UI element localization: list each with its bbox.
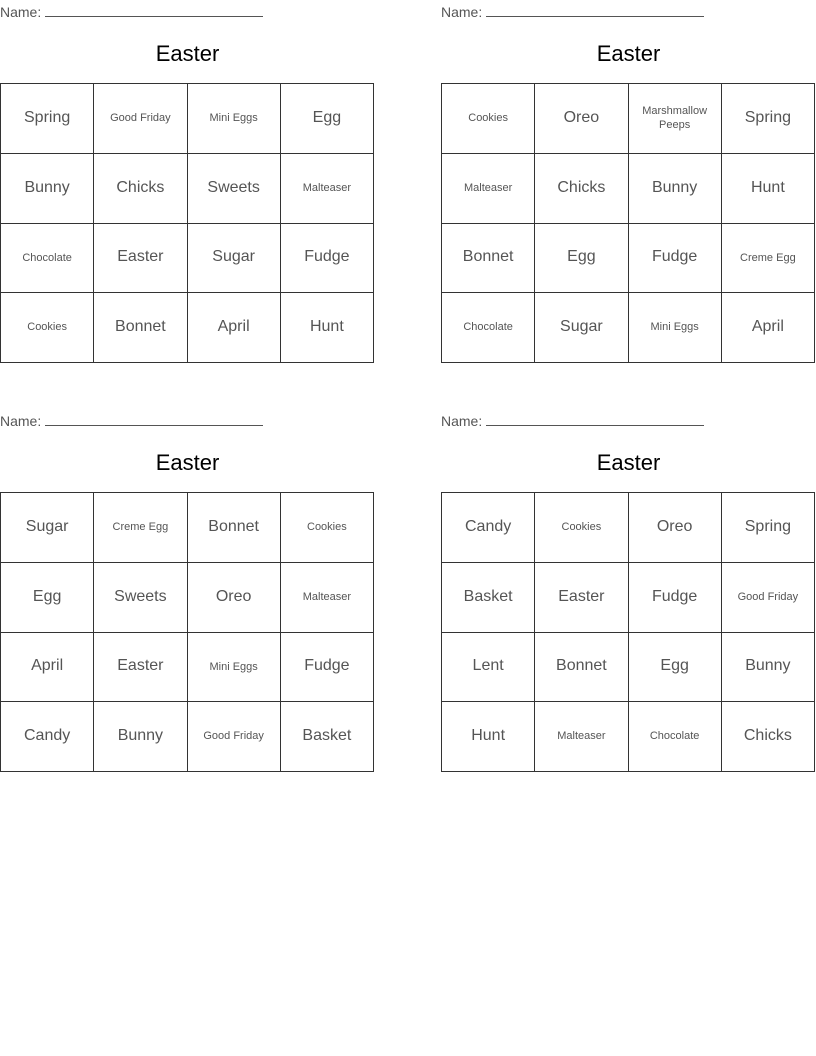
bingo-cell[interactable]: Bonnet	[442, 224, 535, 294]
bingo-cell[interactable]: Chocolate	[442, 293, 535, 363]
card-title: Easter	[155, 450, 220, 475]
bingo-cell[interactable]: Egg	[629, 633, 722, 703]
bingo-cell[interactable]: Sweets	[94, 563, 187, 633]
card-title: Easter	[596, 450, 661, 475]
name-field[interactable]	[441, 3, 704, 21]
bingo-cell[interactable]: Bunny	[722, 633, 815, 703]
bingo-cell[interactable]: Bunny	[1, 154, 94, 224]
bingo-cell[interactable]: Cookies	[1, 293, 94, 363]
name-field[interactable]	[0, 3, 263, 21]
bingo-cell[interactable]: Chicks	[94, 154, 187, 224]
name-label: Name:	[0, 4, 42, 20]
bingo-cell[interactable]: Basket	[442, 563, 535, 633]
bingo-cell[interactable]: Egg	[535, 224, 628, 294]
bingo-cell[interactable]: Cookies	[442, 84, 535, 154]
card-title: Easter	[596, 41, 661, 66]
bingo-cell[interactable]: Chocolate	[1, 224, 94, 294]
name-label: Name:	[441, 4, 483, 20]
bingo-cell[interactable]: Cookies	[281, 493, 374, 563]
bingo-cell[interactable]: Spring	[722, 84, 815, 154]
bingo-cell[interactable]: April	[1, 633, 94, 703]
bingo-cell[interactable]: Easter	[94, 633, 187, 703]
name-field[interactable]	[0, 412, 263, 430]
bingo-cell[interactable]: Fudge	[629, 224, 722, 294]
bingo-cell[interactable]: Creme Egg	[94, 493, 187, 563]
bingo-cell[interactable]: Egg	[281, 84, 374, 154]
bingo-cell[interactable]: Cookies	[535, 493, 628, 563]
bingo-cell[interactable]: Sugar	[1, 493, 94, 563]
bingo-grid	[441, 83, 815, 363]
bingo-cell[interactable]: Good Friday	[722, 563, 815, 633]
bingo-cell[interactable]: Creme Egg	[722, 224, 815, 294]
bingo-cell[interactable]: Marshmallow Peeps	[629, 84, 722, 154]
bingo-cell[interactable]: Sugar	[188, 224, 281, 294]
name-underline	[486, 412, 704, 426]
bingo-cell[interactable]: Oreo	[535, 84, 628, 154]
bingo-cell[interactable]: April	[722, 293, 815, 363]
bingo-cell[interactable]: Spring	[1, 84, 94, 154]
name-underline	[45, 412, 263, 426]
bingo-cell[interactable]: Chocolate	[629, 702, 722, 772]
bingo-cell[interactable]: Oreo	[629, 493, 722, 563]
bingo-cell[interactable]: April	[188, 293, 281, 363]
bingo-cell[interactable]: Mini Eggs	[188, 84, 281, 154]
bingo-cell[interactable]: Candy	[1, 702, 94, 772]
bingo-cell[interactable]: Bunny	[629, 154, 722, 224]
name-underline	[45, 3, 263, 17]
bingo-cell[interactable]: Spring	[722, 493, 815, 563]
bingo-grid	[0, 83, 374, 363]
bingo-grid	[441, 492, 815, 772]
bingo-cell[interactable]: Easter	[94, 224, 187, 294]
bingo-cell[interactable]: Sweets	[188, 154, 281, 224]
bingo-cell[interactable]: Bunny	[94, 702, 187, 772]
bingo-cell[interactable]: Fudge	[281, 224, 374, 294]
bingo-cell[interactable]: Hunt	[722, 154, 815, 224]
bingo-cell[interactable]: Malteaser	[535, 702, 628, 772]
bingo-cell[interactable]: Sugar	[535, 293, 628, 363]
bingo-cell[interactable]: Mini Eggs	[188, 633, 281, 703]
bingo-cell[interactable]: Oreo	[188, 563, 281, 633]
bingo-cell[interactable]: Malteaser	[281, 563, 374, 633]
bingo-cell[interactable]: Lent	[442, 633, 535, 703]
bingo-cell[interactable]: Chicks	[535, 154, 628, 224]
bingo-cell[interactable]: Bonnet	[535, 633, 628, 703]
bingo-cell[interactable]: Egg	[1, 563, 94, 633]
bingo-cell[interactable]: Malteaser	[281, 154, 374, 224]
card-title: Easter	[155, 41, 220, 66]
name-underline	[486, 3, 704, 17]
name-label: Name:	[441, 413, 483, 429]
bingo-cell[interactable]: Mini Eggs	[629, 293, 722, 363]
bingo-cell[interactable]: Bonnet	[94, 293, 187, 363]
bingo-cell[interactable]: Easter	[535, 563, 628, 633]
bingo-cell[interactable]: Basket	[281, 702, 374, 772]
bingo-cell[interactable]: Malteaser	[442, 154, 535, 224]
name-field[interactable]	[441, 412, 704, 430]
bingo-cell[interactable]: Hunt	[281, 293, 374, 363]
bingo-cell[interactable]: Chicks	[722, 702, 815, 772]
bingo-cell[interactable]: Fudge	[281, 633, 374, 703]
bingo-cell[interactable]: Fudge	[629, 563, 722, 633]
bingo-cell[interactable]: Bonnet	[188, 493, 281, 563]
bingo-cell[interactable]: Candy	[442, 493, 535, 563]
bingo-cell[interactable]: Good Friday	[188, 702, 281, 772]
name-label: Name:	[0, 413, 42, 429]
bingo-cell[interactable]: Hunt	[442, 702, 535, 772]
bingo-grid	[0, 492, 374, 772]
bingo-cell[interactable]: Good Friday	[94, 84, 187, 154]
